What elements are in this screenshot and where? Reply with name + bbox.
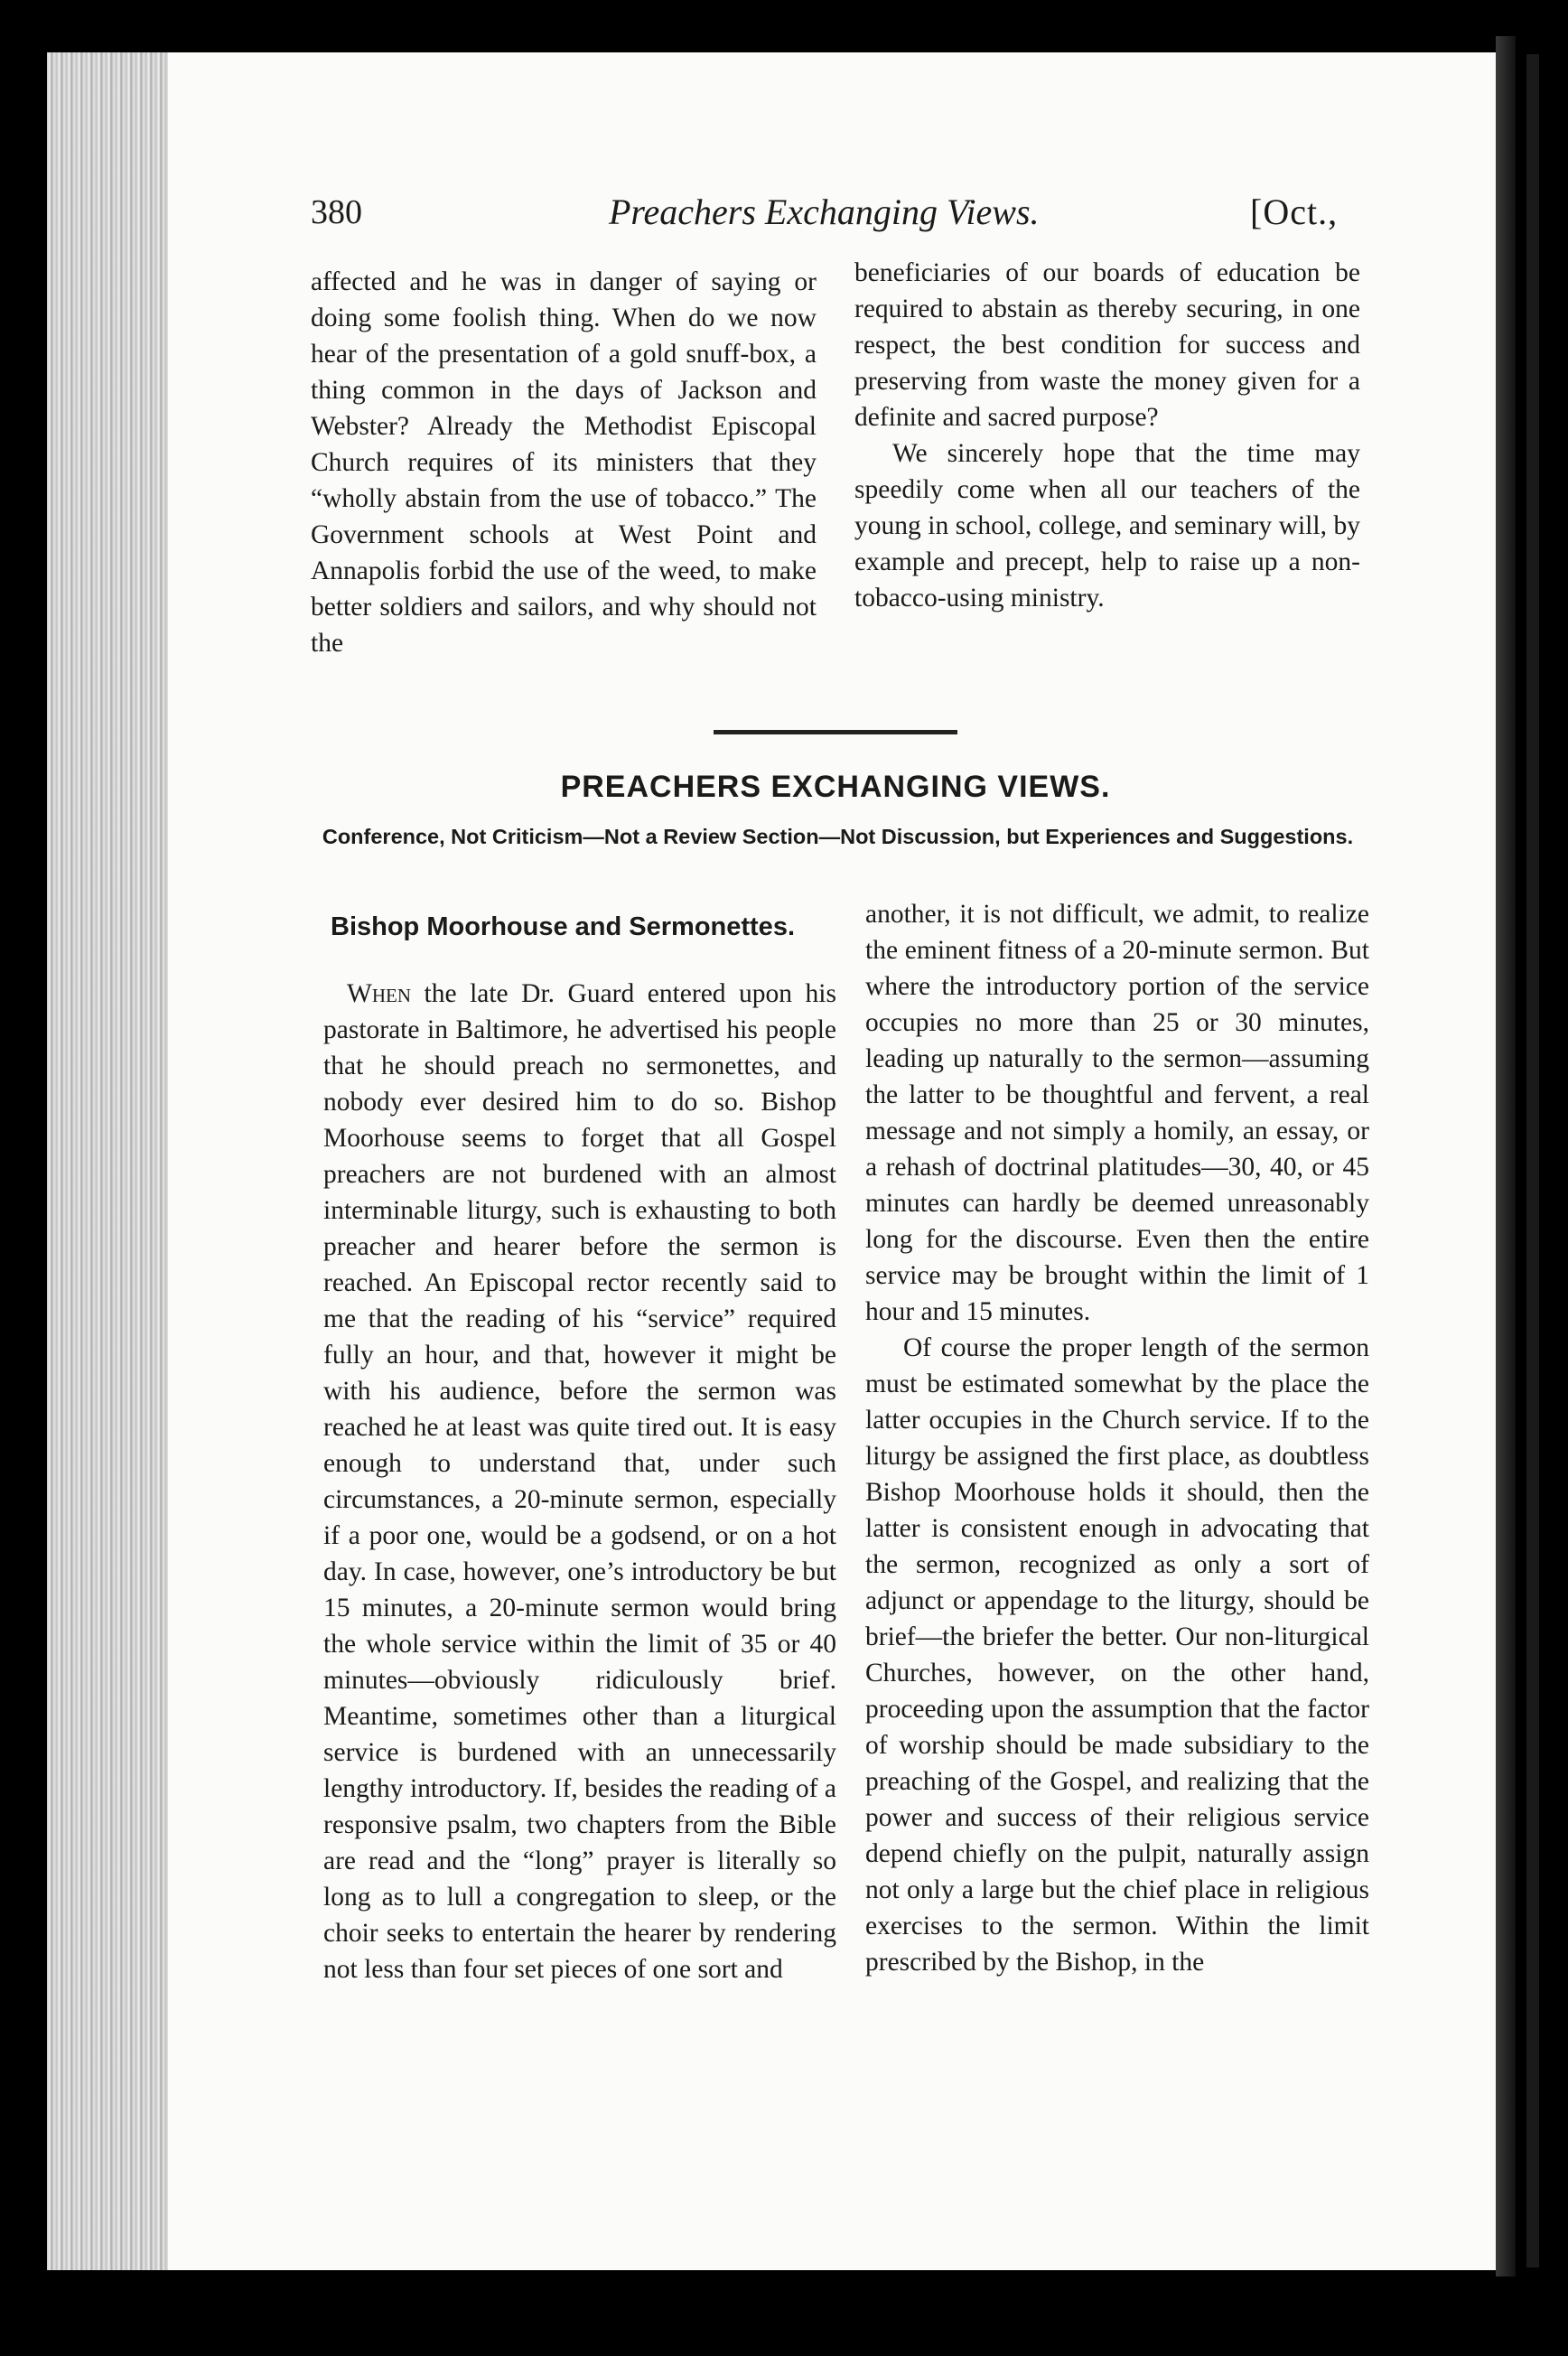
article-right-column bbox=[865, 896, 1369, 1980]
top-left-paragraph: affected and he was in danger of saying or doing some foolish thing. When do we now hear of the presentation of a gold snuff-box, a thing common in the days of Jackson and Webster? Already the Methodist Episcopal Church requires of its ministers that they “wholly abstain from the use of tobacco.” The Government schools at West Point and Annapolis forbid the use of the weed, to make better soldiers and sailors, and why should not the bbox=[311, 267, 817, 658]
facing-page-edge bbox=[1496, 36, 1516, 2277]
article-right-paragraph-2: Of course the proper length of the sermon must be estimated somewhat by the place the latter occupies in the Church service. If to the liturgy be assigned the first place, as doubtless Bishop Moorhouse holds it should, then the latter is consistent enough in advocating that the sermon, recognized as only a sort of adjunct or appendage to the liturgy, should be brief—the briefer the better. Our non-liturgical Churches, however, on the other hand, proceeding upon the assumption that the factor of worship should be made subsidiary to the preaching of the Gospel, and realizing that the power and success of their religious service depend chiefly on the pulpit, naturally assign not only a large but the chief place in religious exercises to the sermon. Within the limit prescribed by the Bishop, in the bbox=[865, 1333, 1369, 1977]
page-edges bbox=[47, 52, 169, 2270]
section-divider-rule bbox=[714, 730, 957, 734]
top-right-paragraph-1: beneficiaries of our boards of education be required to abstain as thereby securing, in one respect, the best condition for success and preserving from waste the money given for a definite and sacred purpose? bbox=[854, 258, 1360, 432]
running-head-month: [Oct., bbox=[1250, 192, 1339, 232]
article-title: Bishop Moorhouse and Sermonettes. bbox=[331, 912, 795, 941]
article-right-paragraph-1: another, it is not difficult, we admit, to realize the eminent fitness of a 20-minute sermon. But where the introductory portion of the service occupies no more than 25 or 30 minutes, leading up naturally to the sermon—assuming the latter to be thoughtful and fervent, a real message and not simply a homily, an essay, or a rehash of doctrinal platitudes—30, 40, or 45 minutes can hardly be deemed unreasonably long for the discourse. Even then the entire service may be brought within the limit of 1 hour and 15 minutes. bbox=[865, 900, 1369, 1326]
section-title: PREACHERS EXCHANGING VIEWS. bbox=[560, 770, 1111, 804]
section-subtitle: Conference, Not Criticism—Not a Review Section—Not Discussion, but Experiences and Suggestions. bbox=[322, 825, 1354, 848]
top-left-column bbox=[311, 264, 817, 661]
article-left-column bbox=[323, 976, 836, 1987]
article-left-paragraph bbox=[323, 976, 836, 1987]
running-head: Preachers Exchanging Views. bbox=[609, 192, 1040, 232]
top-right-column bbox=[854, 255, 1360, 616]
article-left-text: the late Dr. Guard entered upon his pastorate in Baltimore, he advertised his people that he should preach no sermonettes, and nobody ever desired him to do so. Bishop Moorhouse seems to forget that all Gospel preachers are not burdened with an almost interminable liturgy, such is exhausting to both preacher and hearer before the sermon is reached. An Episcopal rector recently said to me that the reading of his “service” required fully an hour, and that, however it might be with his audience, before the sermon was reached he at least was quite tired out. It is easy enough to understand that, under such circumstances, a 20-minute sermon, especially if a poor one, would be a godsend, or on a hot day. In case, however, one’s introductory be but 15 minutes, a 20-minute sermon would bring the whole service within the limit of 35 or 40 minutes—obviously ridiculously brief. Meantime, sometimes other than a liturgical service is burdened with an unnecessarily lengthy introductory. If, besides the reading of a responsive psalm, two chapters from the Bible are read and the “long” prayer is literally so long as to lull a congregation to sleep, or the choir seeks to entertain the hearer by rendering not less than four set pieces of one sort and bbox=[323, 979, 836, 1984]
binding-shadow bbox=[1526, 54, 1539, 2267]
article-first-word: When bbox=[347, 979, 412, 1008]
page-number: 380 bbox=[311, 193, 362, 231]
top-right-paragraph-2: We sincerely hope that the time may speedily come when all our teachers of the young in school, college, and seminary will, by example and precept, help to raise up a non-tobacco-using ministry. bbox=[854, 439, 1360, 612]
